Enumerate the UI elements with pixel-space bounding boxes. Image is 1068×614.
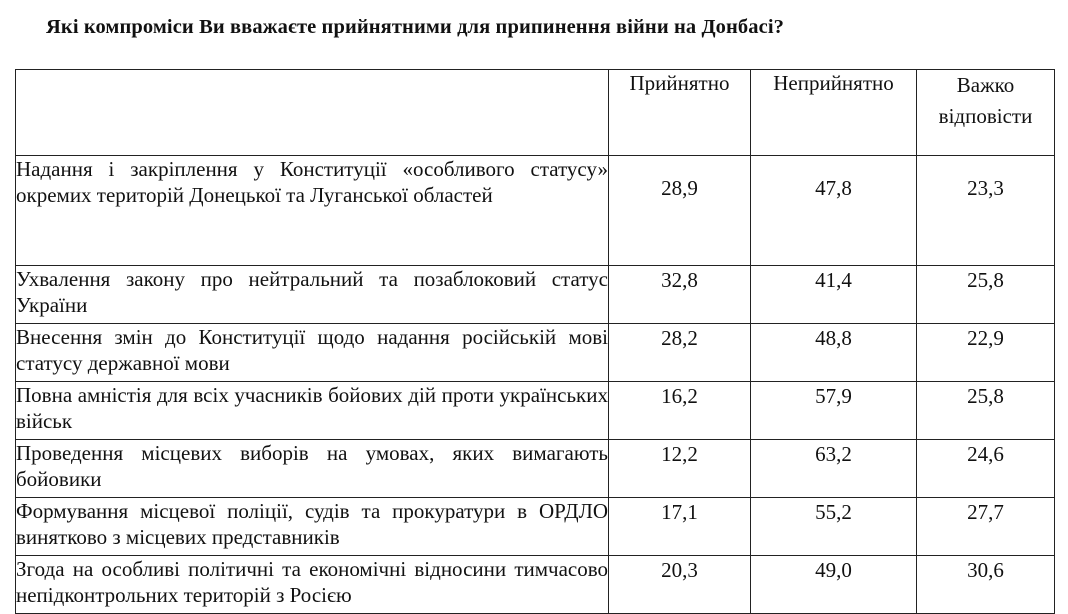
header-empty [16, 70, 609, 156]
table-row [16, 498, 1055, 556]
survey-table [15, 69, 1055, 614]
cell-acceptable: 20,3 [609, 556, 751, 614]
cell-hard-to-say: 22,9 [917, 324, 1055, 382]
row-label: Внесення змін до Конституції щодо надання російській мові статусу державної мови [16, 324, 609, 382]
cell-acceptable: 16,2 [609, 382, 751, 440]
row-label: Ухвалення закону про нейтральний та позаблоковий статус України [16, 266, 609, 324]
header-acceptable: Прийнятно [609, 70, 751, 156]
row-label: Формування місцевої поліції, судів та прокуратури в ОРДЛО винятково з місцевих представників [16, 498, 609, 556]
cell-acceptable: 28,2 [609, 324, 751, 382]
cell-hard-to-say: 25,8 [917, 266, 1055, 324]
cell-unacceptable: 49,0 [751, 556, 917, 614]
table-row [16, 440, 1055, 498]
cell-hard-to-say: 23,3 [917, 156, 1055, 266]
cell-unacceptable: 48,8 [751, 324, 917, 382]
cell-unacceptable: 55,2 [751, 498, 917, 556]
table-row [16, 382, 1055, 440]
row-label: Проведення місцевих виборів на умовах, яких вимагають бойовики [16, 440, 609, 498]
cell-acceptable: 17,1 [609, 498, 751, 556]
header-hard-to-say: Важко відповісти [917, 70, 1055, 156]
cell-acceptable: 28,9 [609, 156, 751, 266]
cell-hard-to-say: 25,8 [917, 382, 1055, 440]
cell-unacceptable: 63,2 [751, 440, 917, 498]
document-title: Які компроміси Ви вважаєте прийнятними для припинення війни на Донбасі? [46, 16, 784, 38]
table-row [16, 324, 1055, 382]
table-row [16, 556, 1055, 614]
cell-unacceptable: 57,9 [751, 382, 917, 440]
cell-acceptable: 12,2 [609, 440, 751, 498]
row-label: Повна амністія для всіх учасників бойових дій проти українських військ [16, 382, 609, 440]
cell-unacceptable: 41,4 [751, 266, 917, 324]
header-row [16, 70, 1055, 156]
cell-hard-to-say: 24,6 [917, 440, 1055, 498]
row-label: Надання і закріплення у Конституції «особливого статусу» окремих територій Донецької та Луганської областей [16, 156, 609, 266]
cell-hard-to-say: 30,6 [917, 556, 1055, 614]
cell-acceptable: 32,8 [609, 266, 751, 324]
table-row [16, 156, 1055, 266]
cell-hard-to-say: 27,7 [917, 498, 1055, 556]
cell-unacceptable: 47,8 [751, 156, 917, 266]
table-row [16, 266, 1055, 324]
header-unacceptable: Неприйнятно [751, 70, 917, 156]
row-label: Згода на особливі політичні та економічні відносини тимчасово непідконтрольних територій з Росією [16, 556, 609, 614]
